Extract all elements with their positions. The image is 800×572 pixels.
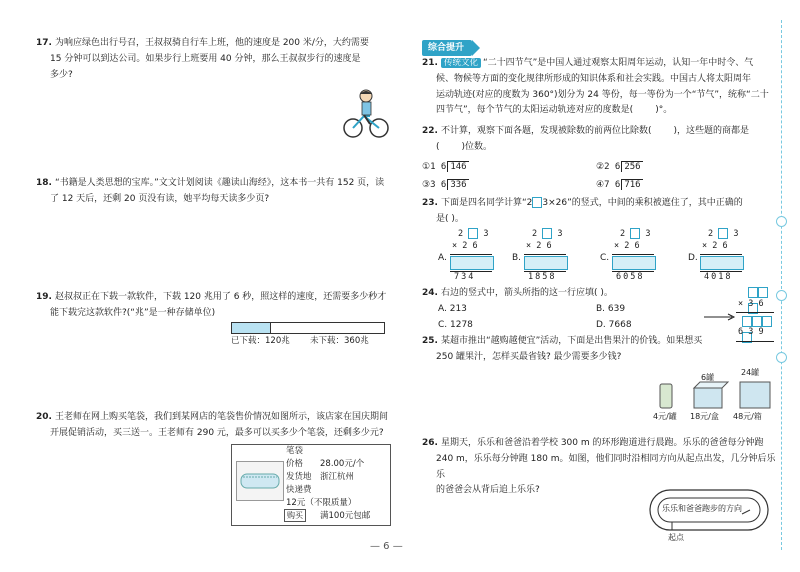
q22-number: 22.	[422, 126, 438, 136]
q26-line-3: 的爸爸会从背后追上乐乐?	[436, 485, 540, 496]
margin-dot	[776, 352, 787, 363]
q23-option-0: 2 3 × 2 6 A. 734	[438, 228, 508, 282]
hidden-product-box	[450, 256, 494, 270]
q23-result: 4018	[704, 272, 733, 282]
margin-dot	[776, 290, 787, 301]
q26-line-2: 240 m，乐乐每分钟跑 180 m。如图，他们同时沿相同方向从起点出发，几分钟后乐乐	[436, 453, 776, 480]
question-17	[36, 36, 396, 83]
q25-line-2: 250 罐果汁，怎样买最省钱? 最少需要多少钱?	[436, 351, 622, 362]
q19-number: 19.	[36, 292, 52, 302]
q24-option-b: B. 639	[596, 304, 626, 314]
juice-can-price: 4元/罐	[653, 412, 677, 421]
q24-text: 右边的竖式中，箭头所指的这一行应填( )。	[440, 288, 613, 298]
question-21	[422, 56, 772, 119]
question-24	[422, 286, 712, 302]
q23-text-b: 3×26”的竖式，中间的乘积被遮住了，其中正确的	[542, 198, 743, 208]
question-19	[36, 290, 396, 322]
q23-result: 1858	[528, 272, 557, 282]
ship-value: 浙江杭州	[320, 472, 355, 482]
q18-number: 18.	[36, 178, 52, 188]
q19-line-1: 赵叔叔正在下载一款软件，下载 120 兆用了 6 秒，照这样的速度，还需要多少秒才	[54, 292, 387, 302]
culture-tag: 传统文化	[441, 58, 481, 68]
card-title: 笔袋	[286, 446, 304, 456]
downloaded-label: 已下载：120兆	[231, 336, 290, 346]
juice-case-price: 48元/箱	[733, 412, 762, 421]
hidden-product-box	[612, 256, 656, 270]
q21-line-4: 四节气”，每个节气的太阳运动轨迹对应的度数是(	[436, 105, 634, 116]
q21-line-1: “二十四节气”是中国人通过观察太阳周年运动，认知一年中时令、气	[482, 58, 754, 68]
price-value: 28.00元/个	[320, 459, 365, 469]
q24-partial: 6 3 9	[738, 327, 764, 337]
express-label: 快递费	[286, 485, 312, 495]
q22-line-2a: (	[436, 141, 440, 152]
cyclist-illustration	[340, 88, 392, 140]
product-card	[231, 444, 391, 526]
juice-case-count: 24罐	[741, 368, 760, 377]
question-22	[422, 124, 772, 156]
q25-number: 25.	[422, 336, 438, 346]
q23-text-a: 下面是四名同学计算“2	[440, 198, 533, 208]
q24-multiplier: × 3 6	[738, 299, 764, 309]
question-25	[422, 334, 752, 366]
q23-result: 734	[454, 272, 476, 282]
q17-number: 17.	[36, 38, 52, 48]
express-value: 12元（不限质量）	[286, 498, 357, 508]
q23-option-2: 2 3 × 2 6 C. 6058	[600, 228, 670, 282]
q22-line-1: 不计算，观察下面各题，发现被除数的前两位比除数(	[440, 126, 652, 136]
juice-box-price: 18元/盒	[690, 412, 719, 421]
start-label: 起点	[668, 533, 684, 542]
buy-button[interactable]: 购买	[284, 509, 306, 522]
arrow-icon	[704, 313, 736, 321]
q17-line-1: 为响应绿色出行号召，王叔叔骑自行车上班，他的速度是 200 米/分，大约需要	[54, 38, 369, 48]
q23-option-label: D.	[688, 253, 698, 263]
download-progress-fill	[232, 323, 271, 333]
hidden-product-box	[700, 256, 744, 270]
ship-label: 发货地	[286, 472, 312, 482]
q23-option-label: A.	[438, 253, 447, 263]
pencil-case-image	[236, 461, 284, 501]
q20-line-1: 王老师在网上购买笔袋，我们到某网店的笔袋售价情况如图所示，该店家在国庆期间	[54, 412, 388, 422]
question-18	[36, 176, 396, 208]
section-title: 综合提升	[422, 40, 472, 56]
price-label: 价格	[286, 459, 304, 469]
q26-number: 26.	[422, 438, 438, 448]
q17-line-2: 15 分钟可以到达公司。如果步行上班要用 40 分钟，那么王叔叔步行的速度是	[50, 53, 361, 64]
juice-illustration	[656, 378, 776, 412]
page-number: — 6 —	[370, 541, 403, 552]
remaining-label: 未下载：360兆	[310, 336, 369, 346]
q23-number: 23.	[422, 198, 438, 208]
q23-option-label: B.	[512, 253, 522, 263]
q24-option-a: A. 213	[438, 304, 467, 314]
margin-divider	[781, 20, 782, 550]
hidden-digit-box	[532, 197, 542, 208]
q23-result: 6058	[616, 272, 645, 282]
q22-option-3: ③3 6 336	[422, 180, 467, 190]
q24-option-c: C. 1278	[438, 320, 473, 330]
q20-number: 20.	[36, 412, 52, 422]
q22-option-2: ②2 6 256	[596, 162, 641, 172]
q22-line-1b: )，这些题的商都是	[673, 126, 749, 136]
q22-option-1: ①1 6 146	[422, 162, 467, 172]
q21-line-3: 运动轨迹(对应的度数为 360°)划分为 24 等份，每一等份为一个“节气”，统称“二十	[436, 89, 769, 100]
q17-line-3: 多少?	[50, 69, 73, 80]
margin-dot	[776, 216, 787, 227]
q24-number: 24.	[422, 288, 438, 298]
q22-option-4: ④7 6 716	[596, 180, 641, 190]
q23-option-1: 2 3 × 2 6 B. 1858	[512, 228, 582, 282]
q20-line-2: 开展促销活动，买三送一。王老师有 290 元，最多可以买多少个笔袋，还剩多少元?	[50, 427, 384, 438]
q23-text-c: 是( )。	[436, 213, 464, 224]
track-direction-label: 乐乐和爸爸跑步的方向	[662, 504, 742, 513]
q21-tail: )°。	[655, 105, 673, 116]
hidden-product-box	[524, 256, 568, 270]
free-shipping-note: 满100元包邮	[320, 511, 371, 521]
q23-option-label: C.	[600, 253, 610, 263]
q25-line-1: 某超市推出“越购越便宜”活动，下面是出售果汁的价钱。如果想买	[440, 336, 703, 346]
question-20	[36, 410, 396, 442]
q18-line-1: “书籍是人类思想的宝库。”文文计划阅读《趣读山海经》，这本书一共有 152 页，读	[54, 178, 385, 188]
q26-line-1: 星期天，乐乐和爸爸沿着学校 300 m 的环形跑道进行晨跑。乐乐的爸爸每分钟跑	[440, 438, 764, 448]
q21-line-2: 候、物候等方面的变化规律所形成的知识体系和社会实践。中国古人将太阳周年	[436, 73, 752, 84]
q18-line-2: 了 12 天后，还剩 20 页没有读，她平均每天读多少页?	[50, 193, 270, 204]
q23-option-3: 2 3 × 2 6 D. 4018	[688, 228, 758, 282]
q24-option-d: D. 7668	[596, 320, 632, 330]
download-progress-bar	[231, 322, 385, 334]
q22-line-2b: )位数。	[461, 141, 493, 152]
q21-number: 21.	[422, 58, 438, 68]
q19-line-2: 能下载完这款软件?(“兆”是一种存储单位)	[50, 307, 216, 318]
question-23	[422, 196, 772, 228]
juice-box-count: 6罐	[701, 373, 715, 382]
